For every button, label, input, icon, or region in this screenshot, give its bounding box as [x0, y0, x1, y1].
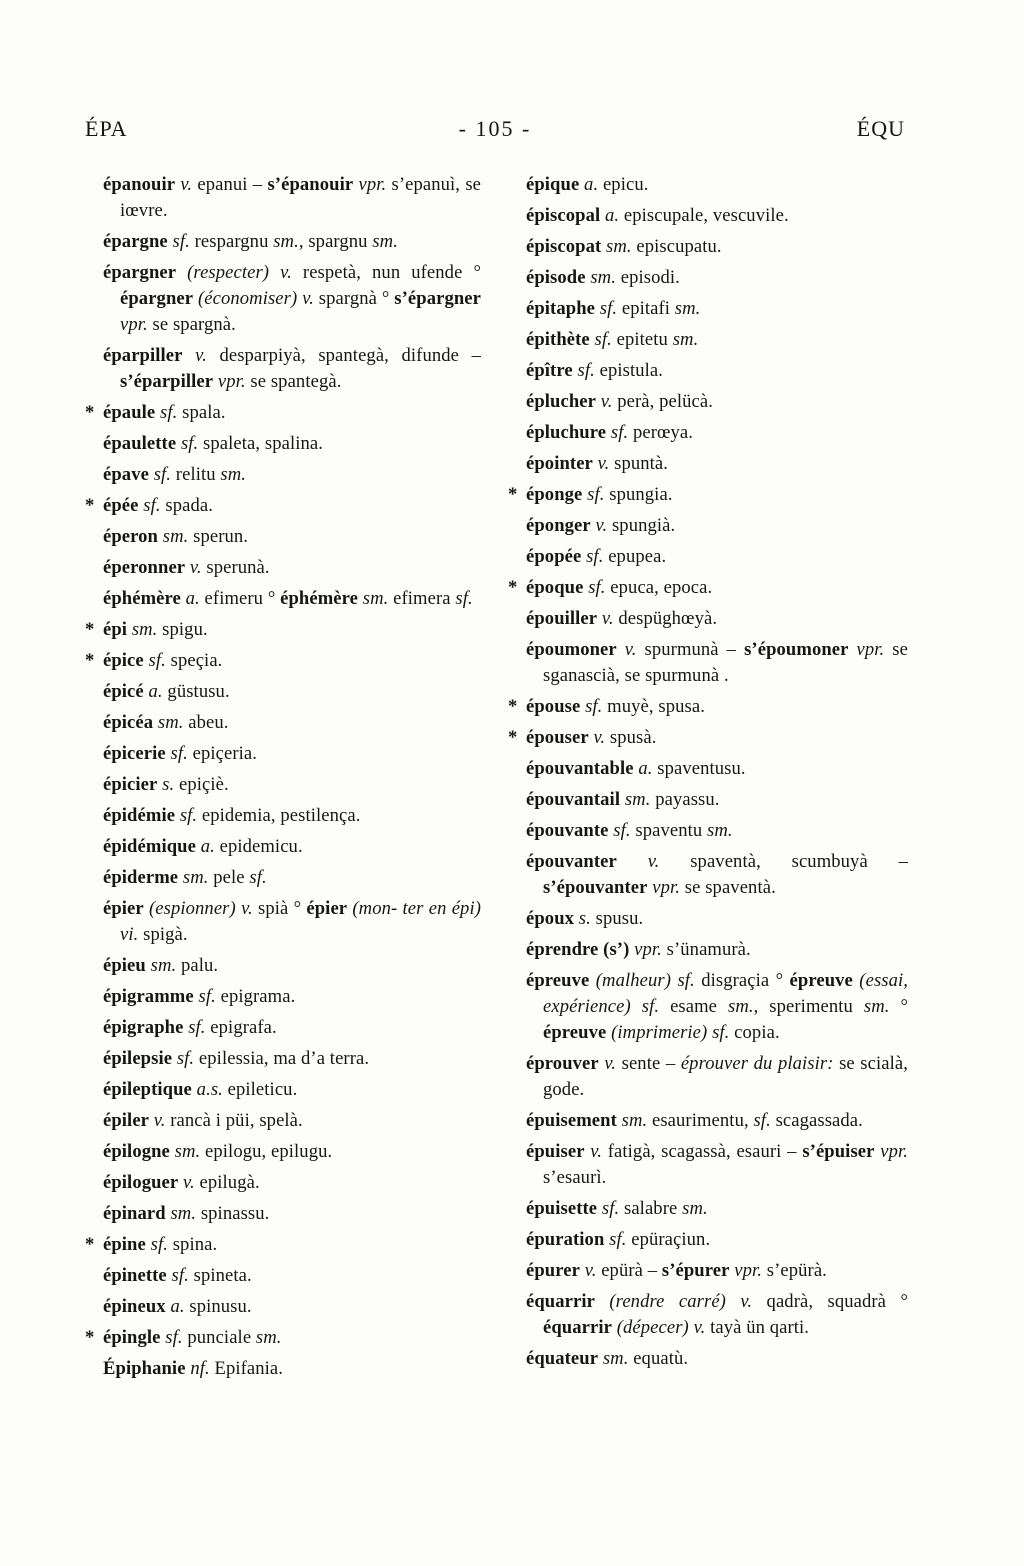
dictionary-entry [508, 1108, 908, 1134]
dictionary-entry [508, 818, 908, 844]
dictionary-entry [508, 849, 908, 901]
entry-text: époque sf. epuca, epoca. [526, 577, 713, 598]
headword-star-marker: * [85, 402, 95, 423]
entry-text: épidémique a. epidemicu. [103, 836, 303, 857]
dictionary-entry [85, 896, 481, 948]
dictionary-entry [85, 617, 481, 643]
entry-text: épouvantable a. spaventusu. [526, 758, 746, 779]
entry-text: épluchure sf. perœya. [526, 422, 694, 443]
headword-star-marker: * [508, 484, 518, 505]
dictionary-entry [85, 229, 481, 255]
dictionary-entry [508, 1258, 908, 1284]
dictionary-entry [85, 1170, 481, 1196]
header-guideword-right: ÉQU [856, 116, 905, 141]
entry-text: épouse sf. muyè, spusa. [526, 696, 705, 717]
entry-text: épilogne sm. epilogu, epilugu. [103, 1141, 333, 1162]
dictionary-entry [85, 1046, 481, 1072]
entry-text: épineux a. spinusu. [103, 1296, 252, 1317]
headword-star-marker: * [85, 650, 95, 671]
dictionary-entry [85, 400, 481, 426]
dictionary-entry [508, 694, 908, 720]
entry-text: épaule sf. spala. [103, 402, 226, 423]
left-column [85, 172, 481, 1387]
entry-text: épargne sf. respargnu sm., spargnu sm. [103, 231, 398, 252]
dictionary-entry [85, 462, 481, 488]
entry-text: épisode sm. episodi. [526, 267, 680, 288]
dictionary-entry [508, 787, 908, 813]
dictionary-entry [508, 575, 908, 601]
entry-text: épiderme sm. pele sf. [103, 867, 267, 888]
entry-text: épouvantail sm. payassu. [526, 789, 720, 810]
entry-text: épée sf. spada. [103, 495, 213, 516]
dictionary-entry [508, 234, 908, 260]
headword-star-marker: * [508, 696, 518, 717]
entry-text: épointer v. spuntà. [526, 453, 669, 474]
dictionary-entry [508, 296, 908, 322]
dictionary-entry [85, 834, 481, 860]
entry-text: éparpiller v. desparpiyà, spantegà, difunde – s’éparpiller vpr. se spantegà. [103, 345, 482, 392]
dictionary-entry [508, 756, 908, 782]
entry-text: épidémie sf. epidemia, pestilença. [103, 805, 361, 826]
dictionary-entry [508, 637, 908, 689]
entry-text: épigraphe sf. epigrafa. [103, 1017, 277, 1038]
entry-text: épithète sf. epitetu sm. [526, 329, 699, 350]
dictionary-entry [85, 555, 481, 581]
dictionary-entry [508, 725, 908, 751]
dictionary-entry [85, 1356, 481, 1382]
dictionary-entry [508, 513, 908, 539]
entry-text: épiscopal a. episcupale, vescuvile. [526, 205, 789, 226]
entry-text: épanouir v. epanui – s’épanouir vpr. s’epanuì, se iœvre. [103, 174, 482, 221]
dictionary-entry [85, 1201, 481, 1227]
entry-text: équarrir (rendre carré) v. qadrà, squadrà ° équarrir (dépecer) v. tayà ün qarti. [526, 1291, 908, 1338]
dictionary-entry [508, 389, 908, 415]
entry-text: épave sf. relitu sm. [103, 464, 247, 485]
entry-text: épice sf. speçia. [103, 650, 223, 671]
entry-text: épître sf. epistula. [526, 360, 663, 381]
entry-text: éponger v. spungià. [526, 515, 676, 536]
entry-text: épicéa sm. abeu. [103, 712, 229, 733]
entry-text: épargner (respecter) v. respetà, nun ufende ° épargner (économiser) v. spargnà ° s’épargner vpr. se spargnà. [103, 262, 482, 335]
dictionary-entry [85, 524, 481, 550]
headword-star-marker: * [85, 1234, 95, 1255]
entry-text: épouvante sf. spaventu sm. [526, 820, 733, 841]
dictionary-entry [85, 741, 481, 767]
entry-text: épaulette sf. spaleta, spalina. [103, 433, 323, 454]
entry-text: épieu sm. palu. [103, 955, 219, 976]
entry-text: épouiller v. despüghœyà. [526, 608, 718, 629]
entry-text: époux s. spusu. [526, 908, 644, 929]
entry-text: épuisement sm. esaurimentu, sf. scagassada. [526, 1110, 863, 1131]
headword-star-marker: * [508, 577, 518, 598]
entry-text: éprouver v. sente – éprouver du plaisir: se scialà, gode. [526, 1053, 908, 1100]
dictionary-entry [85, 953, 481, 979]
dictionary-entry [508, 358, 908, 384]
entry-text: épuisette sf. salabre sm. [526, 1198, 708, 1219]
entry-text: éponge sf. spungia. [526, 484, 673, 505]
right-column [508, 172, 908, 1377]
entry-text: épuration sf. epüraçiun. [526, 1229, 711, 1250]
dictionary-entry [85, 493, 481, 519]
entry-text: équateur sm. equatù. [526, 1348, 689, 1369]
dictionary-entry [85, 1108, 481, 1134]
entry-text: époumoner v. spurmunà – s’époumoner vpr. se sganascià, se spurmunà . [526, 639, 908, 686]
dictionary-entry [508, 968, 908, 1046]
dictionary-entry [85, 431, 481, 457]
dictionary-entry [508, 544, 908, 570]
dictionary-entry [85, 710, 481, 736]
entry-text: épine sf. spina. [103, 1234, 218, 1255]
dictionary-entry [85, 260, 481, 338]
dictionary-entry [85, 1139, 481, 1165]
entry-text: épuiser v. fatigà, scagassà, esauri – s’épuiser vpr. s’esaurì. [526, 1141, 908, 1188]
dictionary-entry [508, 1139, 908, 1191]
entry-text: épileptique a.s. epileticu. [103, 1079, 298, 1100]
dictionary-entry [85, 1077, 481, 1103]
dictionary-entry [508, 606, 908, 632]
dictionary-entry [508, 265, 908, 291]
dictionary-entry [85, 172, 481, 224]
entry-text: épreuve (malheur) sf. disgraçia ° épreuve (essai, expérience) sf. esame sm., sperimentu sm. ° épreuve (imprimerie) sf. copia. [526, 970, 909, 1043]
dictionary-entry [508, 420, 908, 446]
dictionary-entry [85, 865, 481, 891]
dictionary-entry [508, 1227, 908, 1253]
dictionary-entry [85, 648, 481, 674]
entry-text: épiler v. rancà i püi, spelà. [103, 1110, 303, 1131]
entry-text: épi sm. spigu. [103, 619, 208, 640]
dictionary-entry [508, 482, 908, 508]
entry-text: éplucher v. perà, pelücà. [526, 391, 713, 412]
dictionary-entry [508, 906, 908, 932]
dictionary-entry [85, 772, 481, 798]
dictionary-entry [85, 1015, 481, 1041]
dictionary-entry [85, 803, 481, 829]
page-header [85, 116, 905, 146]
dictionary-entry [508, 937, 908, 963]
entry-text: Épiphanie nf. Epifania. [103, 1358, 284, 1379]
entry-text: épier (espionner) v. spià ° épier (mon- ter en épi) vi. spigà. [103, 898, 482, 945]
entry-text: épouser v. spusà. [526, 727, 657, 748]
entry-text: éprendre (s’) vpr. s’ünamurà. [526, 939, 751, 960]
page-number: - 105 - [458, 116, 532, 141]
headword-star-marker: * [508, 727, 518, 748]
dictionary-entry [508, 451, 908, 477]
dictionary-entry [85, 1325, 481, 1351]
dictionary-entry [85, 1263, 481, 1289]
entry-text: épicier s. epiçiè. [103, 774, 229, 795]
entry-text: épicerie sf. epiçeria. [103, 743, 257, 764]
dictionary-entry [85, 586, 481, 612]
entry-text: éphémère a. efimeru ° éphémère sm. efimera sf. [103, 588, 473, 609]
entry-text: épingle sf. punciale sm. [103, 1327, 282, 1348]
dictionary-entry [85, 679, 481, 705]
dictionary-entry [85, 1232, 481, 1258]
entry-text: épicé a. güstusu. [103, 681, 230, 702]
entry-text: épitaphe sf. epitafi sm. [526, 298, 701, 319]
entry-text: éperon sm. sperun. [103, 526, 249, 547]
entry-text: épiscopat sm. episcupatu. [526, 236, 722, 257]
entry-text: éperonner v. sperunà. [103, 557, 270, 578]
entry-text: épinard sm. spinassu. [103, 1203, 270, 1224]
entry-text: épinette sf. spineta. [103, 1265, 252, 1286]
entry-text: épurer v. epürà – s’épurer vpr. s’epürà. [526, 1260, 827, 1281]
headword-star-marker: * [85, 495, 95, 516]
headword-star-marker: * [85, 1327, 95, 1348]
entry-text: épouvanter v. spaventà, scumbuyà – s’épouvanter vpr. se spaventà. [526, 851, 909, 898]
dictionary-entry [508, 1196, 908, 1222]
entry-text: épopée sf. epupea. [526, 546, 667, 567]
dictionary-entry [508, 172, 908, 198]
dictionary-entry [508, 327, 908, 353]
entry-text: épique a. epicu. [526, 174, 649, 195]
dictionary-entry [508, 1346, 908, 1372]
dictionary-entry [85, 1294, 481, 1320]
dictionary-entry [85, 984, 481, 1010]
entry-text: épigramme sf. epigrama. [103, 986, 296, 1007]
dictionary-entry [85, 343, 481, 395]
entry-text: épilepsie sf. epilessia, ma d’a terra. [103, 1048, 370, 1069]
entry-text: épiloguer v. epilugà. [103, 1172, 260, 1193]
dictionary-entry [508, 1289, 908, 1341]
dictionary-entry [508, 203, 908, 229]
headword-star-marker: * [85, 619, 95, 640]
dictionary-entry [508, 1051, 908, 1103]
header-guideword-left: ÉPA [85, 116, 128, 141]
